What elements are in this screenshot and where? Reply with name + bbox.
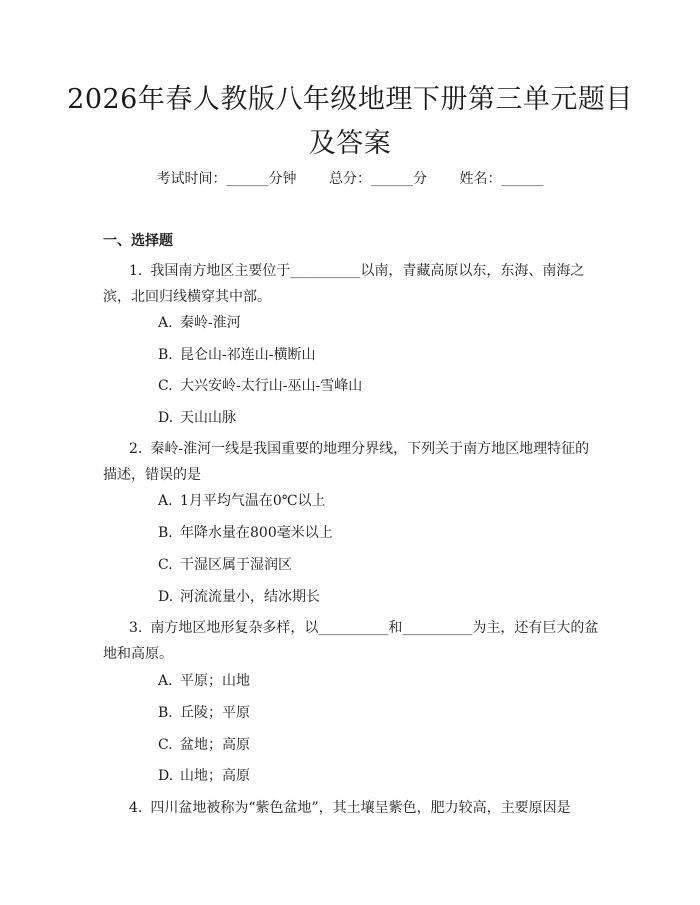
option-2d (158, 587, 320, 607)
option-letter: B. (158, 705, 173, 721)
option-letter: C. (158, 378, 173, 394)
question-number: 4. (129, 800, 143, 816)
option-letter: B. (158, 525, 173, 541)
question-number: 2. (129, 441, 143, 457)
option-3a (158, 671, 250, 691)
option-text: 昆仑山-祁连山-横断山 (180, 347, 316, 363)
option-text: 天山山脉 (180, 410, 236, 426)
question-2 (103, 436, 601, 488)
option-text: 干湿区属于湿润区 (180, 557, 292, 573)
exam-info (0, 168, 700, 188)
option-1b (158, 345, 315, 365)
exam-time-field: 考试时间：______分钟 (156, 171, 297, 187)
document-title: 2026年春人教版八年级地理下册第三单元题目及答案 (67, 84, 633, 159)
option-text: 年降水量在800毫米以上 (180, 525, 333, 541)
exam-score-field: 总分：______分 (329, 171, 427, 187)
question-number: 1. (129, 263, 143, 279)
option-text: 大兴安岭-太行山-巫山-雪峰山 (180, 378, 363, 394)
question-3 (103, 615, 601, 667)
option-2b (158, 523, 333, 543)
question-text: 秦岭-淮河一线是我国重要的地理分界线，下列关于南方地区地理特征的描述，错误的是 (103, 441, 590, 483)
option-letter: D. (158, 768, 174, 784)
question-4 (103, 795, 601, 821)
option-text: 1月平均气温在0℃以上 (180, 493, 326, 509)
option-text: 丘陵；平原 (180, 705, 250, 721)
question-number: 3. (129, 620, 143, 636)
option-1a (158, 313, 241, 333)
option-text: 河流流量小，结冰期长 (180, 589, 320, 605)
option-2c (158, 555, 292, 575)
question-text: 四川盆地被称为“紫色盆地”，其土壤呈紫色，肥力较高，主要原因是 (150, 800, 571, 816)
option-text: 秦岭-淮河 (180, 315, 241, 331)
option-letter: A. (158, 493, 173, 509)
option-text: 盆地；高原 (180, 737, 250, 753)
question-1 (103, 258, 601, 310)
option-3c (158, 735, 250, 755)
student-name-field: 姓名：______ (459, 171, 544, 187)
option-2a (158, 491, 325, 511)
option-text: 山地；高原 (180, 768, 250, 784)
option-letter: A. (158, 673, 173, 689)
option-3b (158, 703, 250, 723)
question-text: 南方地区地形复杂多样，以__________和__________为主，还有巨大的盆地和高原。 (103, 620, 599, 662)
option-letter: D. (158, 410, 174, 426)
option-1c (158, 376, 362, 396)
option-3d (158, 766, 250, 786)
option-letter: A. (158, 315, 173, 331)
option-letter: C. (158, 557, 173, 573)
option-letter: B. (158, 347, 173, 363)
option-text: 平原；山地 (180, 673, 250, 689)
question-text: 我国南方地区主要位于__________以南，青藏高原以东，东海、南海之滨，北回归线横穿其中部。 (103, 263, 585, 305)
option-letter: D. (158, 589, 174, 605)
option-1d (158, 408, 236, 428)
option-letter: C. (158, 737, 173, 753)
section-title: 一、选择题 (103, 233, 173, 249)
